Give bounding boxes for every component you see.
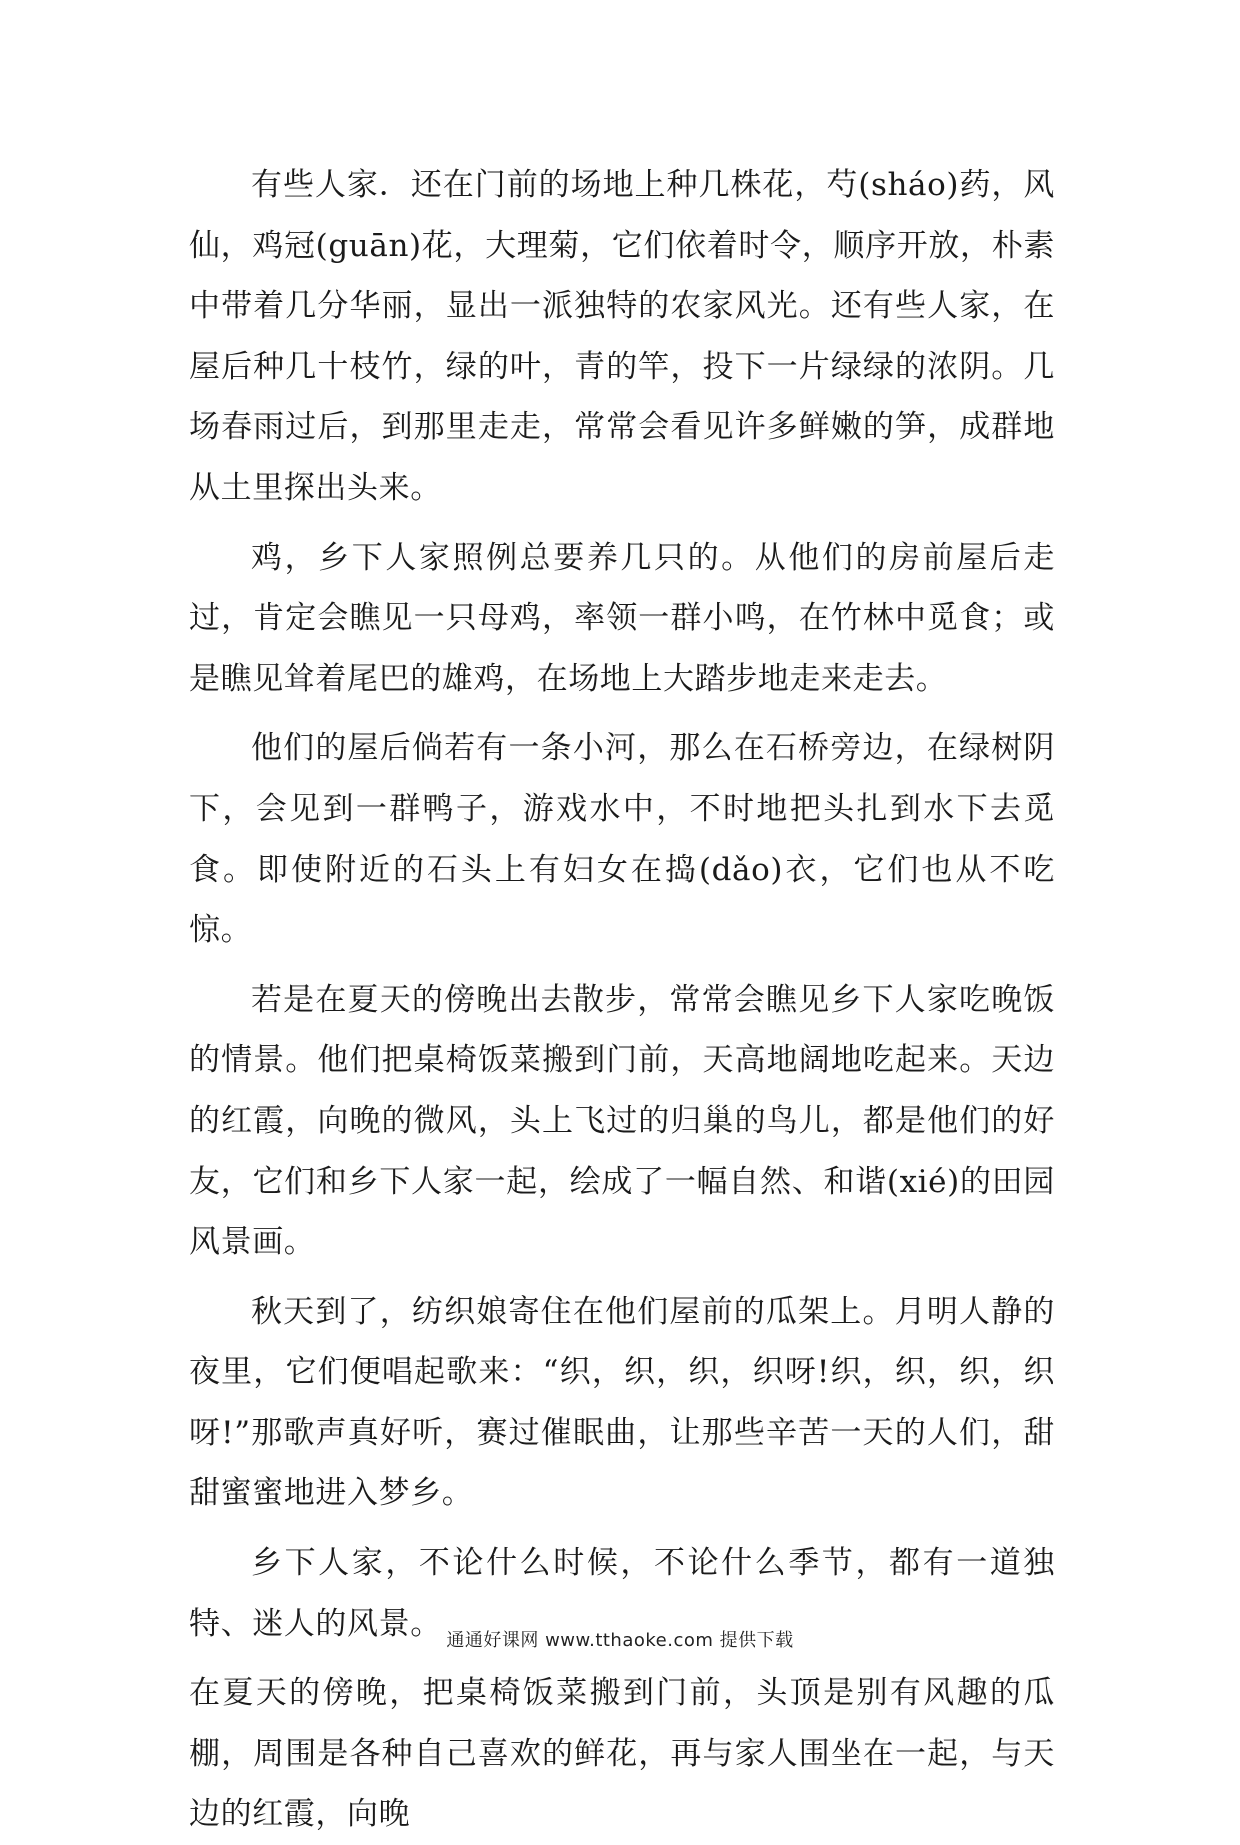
article-body xyxy=(189,155,1055,1845)
paragraph-ducks: 他们的屋后倘若有一条小河，那么在石桥旁边，在绿树阴下，会见到一群鸭子，游戏水中，不时地把头扎到水下去觅食。即使附近的石头上有妇女在捣(dǎo)衣，它们也从不吃惊。 xyxy=(189,730,1055,949)
paragraph-flowers-bamboo: 有些人家．还在门前的场地上种几株花，芍(sháo)药，风仙，鸡冠(guān)花，大理菊，它们依着时令，顺序开放，朴素中带着几分华丽，显出一派独特的农家风光。还有些人家，在屋后种几十枝竹，绿的叶，青的竿，投下一片绿绿的浓阴。几场春雨过后，到那里走走，常常会看见许多鲜嫩的笋，成群地从土里探出头来。 xyxy=(189,167,1055,506)
paragraph-chickens: 鸡，乡下人家照例总要养几只的。从他们的房前屋后走过，肯定会瞧见一只母鸡，率领一群小鸣，在竹林中觅食；或是瞧见耸着尾巴的雄鸡，在场地上大踏步地走来走去。 xyxy=(189,539,1055,697)
paragraph-katydids: 秋天到了，纺织娘寄住在他们屋前的瓜架上。月明人静的夜里，它们便唱起歌来：“织，织，织，织呀!织，织，织，织呀!”那歌声真好听，赛过催眠曲，让那些辛苦一天的人们，甜甜蜜蜜地进入梦乡。 xyxy=(189,1293,1055,1512)
paragraph-conclusion: 乡下人家，不论什么时候，不论什么季节，都有一道独特、迷人的风景。 xyxy=(189,1545,1055,1642)
paragraph-answer-excerpt: 在夏天的傍晚，把桌椅饭菜搬到门前，头顶是别有风趣的瓜棚，周围是各种自己喜欢的鲜花，再与家人围坐在一起，与天边的红霞，向晚 xyxy=(189,1675,1055,1833)
page-footer: 通通好课网 www.tthaoke.com 提供下载 xyxy=(446,1630,794,1651)
paragraph-evening-dinner: 若是在夏天的傍晚出去散步，常常会瞧见乡下人家吃晚饭的情景。他们把桌椅饭菜搬到门前，天高地阔地吃起来。天边的红霞，向晚的微风，头上飞过的归巢的鸟儿，都是他们的好友，它们和乡下人家一起，绘成了一幅自然、和谐(xié)的田园风景画。 xyxy=(189,981,1055,1261)
